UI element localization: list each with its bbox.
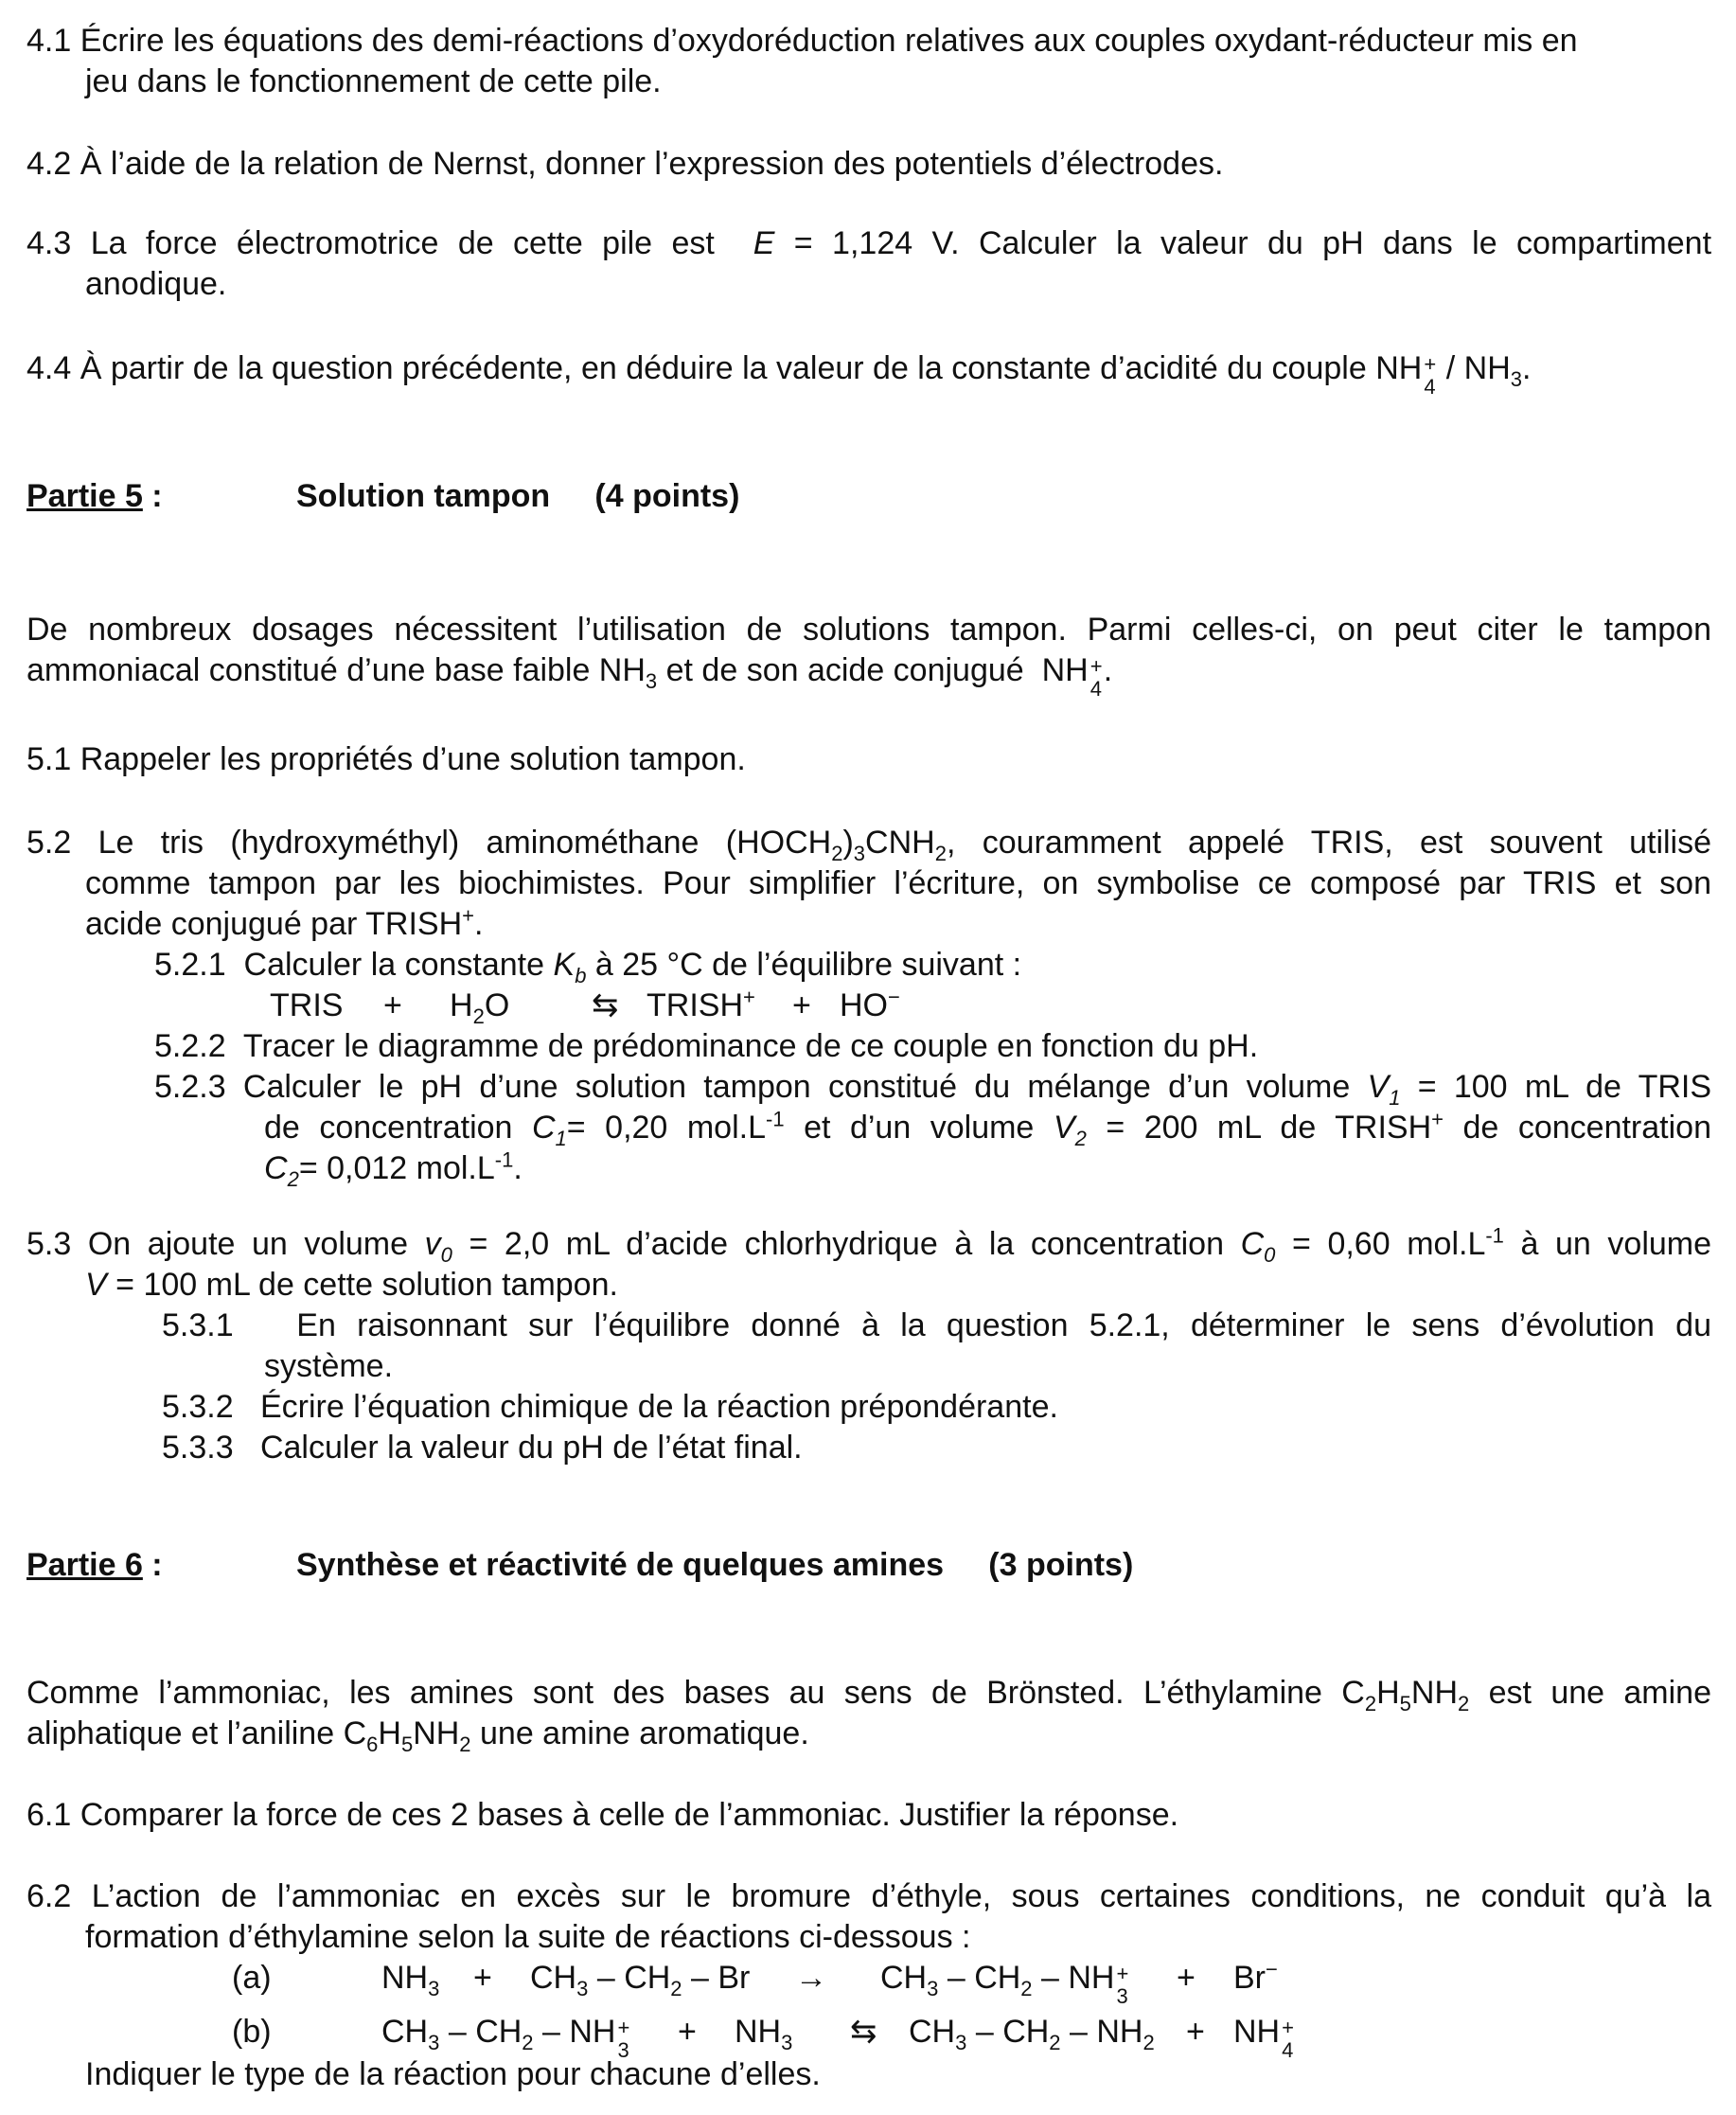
q-number: 5.1 bbox=[27, 741, 72, 777]
punct: . bbox=[1522, 350, 1532, 386]
part-6-heading bbox=[27, 1545, 1711, 1586]
question-5-2-1 bbox=[27, 945, 1711, 986]
q-number: 4.2 bbox=[27, 146, 72, 182]
part-5-intro: De nombreux dosages nécessitent l’utilisation de solutions tampon. Parmi celles-ci, on peut citer le tampon ammoniacal constitué d’une base faible $NH_3$ et de son acide conjugué NH + 4 . bbox=[27, 612, 1711, 701]
formula: Br bbox=[1233, 1960, 1266, 1996]
q-text: La force électromotrice de cette pile est bbox=[90, 225, 715, 261]
formula: O bbox=[484, 987, 510, 1023]
index: 3 bbox=[955, 2030, 967, 2054]
q-number: 6.1 bbox=[27, 1797, 72, 1833]
eq-ho bbox=[840, 986, 900, 1026]
index: 6 bbox=[366, 1732, 379, 1756]
part-label: Partie 6 bbox=[27, 1547, 143, 1583]
question-5-2-2 bbox=[27, 1026, 1711, 1067]
formula: H bbox=[450, 987, 473, 1023]
q-text: de concentration bbox=[264, 1110, 513, 1146]
intro-text: une amine aromatique. bbox=[480, 1715, 809, 1751]
intro-text: ammoniacal constitué d’une base faible NH bbox=[27, 652, 646, 688]
eq-plus: + bbox=[678, 2014, 697, 2050]
formula: HO bbox=[840, 987, 888, 1023]
q-text: = 2,0 mL d’acide chlorhydrique à la concentration bbox=[469, 1226, 1225, 1262]
intro-text: et de son acide conjugué bbox=[665, 652, 1024, 688]
index: 2 bbox=[1074, 1126, 1087, 1150]
eq-tris: TRIS bbox=[270, 987, 344, 1023]
formula: / NH bbox=[1445, 350, 1511, 386]
index: 2 bbox=[522, 2030, 534, 2054]
q-number: 5.3 bbox=[27, 1226, 72, 1262]
q-text: , couramment appelé TRIS, est souvent utilisé bbox=[946, 825, 1712, 861]
q-text: En raisonnant sur l’équilibre donné à la question 5.2.1, déterminer le sens d’évolution du bbox=[296, 1307, 1711, 1343]
q-text: = 100 mL de TRIS bbox=[1417, 1069, 1712, 1105]
charge: − bbox=[1266, 1957, 1278, 1982]
index: 1 bbox=[1389, 1085, 1401, 1110]
index: 3 bbox=[428, 1976, 440, 2000]
index: 2 bbox=[1020, 1976, 1033, 2000]
index: 2 bbox=[287, 1166, 299, 1191]
index: 2 bbox=[1143, 2030, 1155, 2054]
var-C1: C bbox=[531, 1110, 556, 1146]
index: 2 bbox=[459, 1732, 471, 1756]
part-6-intro bbox=[27, 1673, 1711, 1754]
bond: – bbox=[1041, 1960, 1059, 1996]
index: 3 bbox=[428, 2030, 440, 2054]
q-text: = 0,012 mol.L bbox=[298, 1150, 495, 1186]
q-text: Calculer la constante bbox=[243, 947, 545, 983]
colon: : bbox=[142, 1547, 163, 1583]
var-V: V bbox=[85, 1267, 107, 1303]
q-text: Indiquer le type de la réaction pour chacune d’elles. bbox=[85, 2056, 821, 2092]
q-text: = 0,20 mol.L bbox=[566, 1110, 766, 1146]
q-number: 5.2.2 bbox=[154, 1028, 226, 1064]
index: 2 bbox=[472, 1004, 485, 1028]
q-number: 5.2.3 bbox=[154, 1069, 226, 1105]
q-number: 5.3.1 bbox=[162, 1307, 234, 1343]
index: 2 bbox=[831, 841, 843, 865]
formula-ammonium: NH + 4 bbox=[1233, 2014, 1294, 2062]
question-4-3 bbox=[27, 223, 1711, 305]
q-text: L’action de l’ammoniac en excès sur le bromure d’éthyle, sous certaines conditions, ne conduit qu’à la bbox=[91, 1878, 1711, 1914]
part-label: Partie 5 bbox=[27, 478, 143, 514]
question-4-4: 4.4 À partir de la question précédente, en déduire la valeur de la constante d’acidité du couple NH + 4 / $NH_3$. bbox=[27, 350, 1532, 399]
var-v0: v bbox=[424, 1226, 441, 1262]
q-text: À partir de la question précédente, en déduire la valeur de la constante d’acidité du couple bbox=[80, 350, 1367, 386]
q-text: À l’aide de la relation de Nernst, donner l’expression des potentiels d’électrodes. bbox=[80, 146, 1224, 182]
charge: + bbox=[462, 903, 475, 928]
index: 2 bbox=[1049, 2030, 1061, 2054]
equilibrium-arrow: ⇆ bbox=[850, 2014, 877, 2050]
formula: NH bbox=[1375, 350, 1423, 386]
index: 2 bbox=[1458, 1691, 1470, 1715]
eq-plus: + bbox=[792, 987, 811, 1023]
var-C0: C bbox=[1240, 1226, 1265, 1262]
exponent: -1 bbox=[494, 1147, 514, 1172]
formula: CH bbox=[909, 2014, 956, 2050]
q-text-cont: = 100 mL de cette solution tampon. bbox=[115, 1267, 618, 1303]
reaction-label: (a) bbox=[232, 1960, 272, 1996]
q-text: On ajoute un volume bbox=[87, 1226, 409, 1262]
q-text: Calculer le pH d’une solution tampon constitué du mélange d’un volume bbox=[242, 1069, 1351, 1105]
part-title: Solution tampon bbox=[296, 478, 551, 514]
q-text-cont: formation d’éthylamine selon la suite de réactions ci-dessous : bbox=[85, 1919, 971, 1955]
formula-ethyl-bromide bbox=[530, 1958, 750, 1999]
bond: – bbox=[691, 1960, 709, 1996]
formula: CH bbox=[974, 1960, 1021, 1996]
index: 2 bbox=[1364, 1691, 1377, 1715]
intro-text: H bbox=[378, 1715, 401, 1751]
q-text: Écrire l’équation chimique de la réaction prépondérante. bbox=[259, 1389, 1058, 1425]
q-number: 6.2 bbox=[27, 1878, 72, 1914]
exponent: -1 bbox=[766, 1107, 785, 1131]
formula: CH bbox=[624, 1960, 671, 1996]
formula: CH bbox=[381, 2014, 429, 2050]
eq-plus: + bbox=[1186, 2014, 1205, 2050]
formula: CH bbox=[880, 1960, 928, 1996]
intro-text: H bbox=[1376, 1675, 1400, 1711]
index: 3 bbox=[853, 841, 866, 865]
formula: NH bbox=[1233, 2014, 1281, 2050]
q-text-cont: comme tampon par les biochimistes. Pour simplifier l’écriture, on symbolise ce composé par TRIS et son bbox=[85, 865, 1711, 901]
formula-ethylamine bbox=[909, 2012, 1155, 2053]
q-text: Tracer le diagramme de prédominance de ce couple en fonction du pH. bbox=[242, 1028, 1259, 1064]
index: b bbox=[575, 963, 587, 987]
intro-text: Comme l’ammoniac, les amines sont des bases au sens de Brönsted. L’éthylamine C bbox=[27, 1675, 1365, 1711]
bond: – bbox=[542, 2014, 560, 2050]
formula: NH bbox=[735, 2014, 782, 2050]
q-text: à un volume bbox=[1520, 1226, 1712, 1262]
q-text-cont: jeu dans le fonctionnement de cette pile. bbox=[85, 63, 662, 99]
index: 3 bbox=[781, 2030, 793, 2054]
bond: – bbox=[1070, 2014, 1088, 2050]
q-number: 4.4 bbox=[27, 350, 72, 386]
question-5-3-2 bbox=[27, 1387, 1711, 1428]
q-text: Le tris (hydroxyméthyl) aminométhane (HOCH bbox=[97, 825, 832, 861]
index: 3 bbox=[645, 668, 658, 693]
q-text: Écrire les équations des demi-réactions d’oxydoréduction relatives aux couples oxydant-réducteur mis en bbox=[80, 23, 1578, 59]
index: 1 bbox=[555, 1126, 567, 1150]
intro-text: NH bbox=[1410, 1675, 1459, 1711]
intro-text: De nombreux dosages nécessitent l’utilisation de solutions tampon. Parmi celles-ci, on peut citer le tampon bbox=[27, 612, 1711, 648]
intro-text: NH bbox=[413, 1715, 460, 1751]
intro-text: est une amine bbox=[1488, 1675, 1711, 1711]
bond: – bbox=[596, 1960, 615, 1996]
eq-plus: + bbox=[383, 987, 402, 1023]
formula: CH bbox=[1002, 2014, 1050, 2050]
eq-trish bbox=[647, 986, 755, 1026]
charge: − bbox=[888, 985, 900, 1009]
q-number: 5.3.3 bbox=[162, 1430, 234, 1466]
formula-ethylammonium: $CH_3 - CH_2$ – NH + 3 bbox=[880, 1960, 1129, 2008]
formula: NH bbox=[1068, 1960, 1115, 1996]
question-4-1 bbox=[27, 21, 1711, 102]
eq-h2o bbox=[450, 986, 509, 1026]
question-6-2-instruction bbox=[27, 2054, 1711, 2095]
formula: CH bbox=[475, 2014, 523, 2050]
part-points: (4 points) bbox=[594, 478, 740, 514]
eq-plus: + bbox=[1177, 1960, 1196, 1996]
formula-bromide bbox=[1233, 1958, 1278, 1999]
formula: NH bbox=[569, 2014, 616, 2050]
q-number: 4.1 bbox=[27, 23, 72, 59]
part-title: Synthèse et réactivité de quelques amines bbox=[296, 1547, 945, 1583]
q-number: 5.2.1 bbox=[154, 947, 226, 983]
question-6-2 bbox=[27, 1876, 1711, 1958]
index: 2 bbox=[934, 841, 947, 865]
part-5-heading bbox=[27, 476, 1711, 517]
formula: CH bbox=[530, 1960, 577, 1996]
question-4-2 bbox=[27, 144, 1711, 185]
bond: – bbox=[448, 2014, 467, 2050]
intro-text: aliphatique et l’aniline C bbox=[27, 1715, 367, 1751]
index: 0 bbox=[1264, 1242, 1276, 1267]
q-text: Comparer la force de ces 2 bases à celle de l’ammoniac. Justifier la réponse. bbox=[80, 1797, 1179, 1833]
q-text: et d’un volume bbox=[804, 1110, 1035, 1146]
colon: : bbox=[142, 478, 163, 514]
punct: . bbox=[474, 906, 484, 942]
q-text: Calculer la valeur du pH de l’état final. bbox=[259, 1430, 803, 1466]
charge: + bbox=[743, 985, 755, 1009]
q-text-cont: anodique. bbox=[85, 266, 227, 302]
q-text: CNH bbox=[865, 825, 935, 861]
var-E: E bbox=[753, 225, 775, 261]
part-points: (3 points) bbox=[988, 1547, 1134, 1583]
q-text: de concentration bbox=[1462, 1110, 1711, 1146]
var-V1: V bbox=[1367, 1069, 1390, 1105]
question-5-2-3: 5.2.3 Calculer le pH d’une solution tampon constitué du mélange d’un volume $V_1 = 100$ mL de TRIS de concentration $C_1= 0,20$ $mol.L^{-1}$ et d’un volume $V_2 = 200$ mL de TRISH+ de concentration $C_2= 0,012$ $mol.L^{-1}$. bbox=[154, 1069, 1712, 1191]
index: 3 bbox=[576, 1976, 589, 2000]
formula-nh3 bbox=[381, 1958, 439, 1999]
equilibrium-arrow: ⇆ bbox=[592, 987, 619, 1023]
index: 2 bbox=[670, 1976, 682, 2000]
var-V2: V bbox=[1053, 1110, 1075, 1146]
charge: + bbox=[1431, 1107, 1444, 1131]
q-text: à 25 °C de l’équilibre suivant : bbox=[594, 947, 1022, 983]
reaction-arrow: → bbox=[795, 1960, 827, 1996]
q-number: 4.3 bbox=[27, 225, 72, 261]
index: 0 bbox=[440, 1242, 452, 1267]
formula: NH bbox=[1041, 652, 1089, 688]
index: 3 bbox=[1510, 366, 1523, 391]
formula-ethylammonium: $CH_3 - CH_2$ – NH + 3 bbox=[381, 2014, 630, 2062]
q-text: = 0,60 mol.L bbox=[1292, 1226, 1486, 1262]
q-text: ) bbox=[842, 825, 854, 861]
formula: NH bbox=[1096, 2014, 1143, 2050]
index: 5 bbox=[1399, 1691, 1411, 1715]
var-C2: C bbox=[264, 1150, 288, 1186]
q-text: Rappeler les propriétés d’une solution tampon. bbox=[80, 741, 746, 777]
var-K: K bbox=[553, 947, 576, 983]
reaction-label: (b) bbox=[232, 2014, 272, 2050]
formula: TRISH bbox=[647, 987, 743, 1023]
formula: Br bbox=[717, 1960, 751, 1996]
index: 3 bbox=[927, 1976, 939, 2000]
eq-plus: + bbox=[473, 1960, 492, 1996]
exponent: -1 bbox=[1485, 1223, 1504, 1248]
index: 5 bbox=[400, 1732, 414, 1756]
q-text: = 200 mL de TRISH bbox=[1106, 1110, 1432, 1146]
bond: – bbox=[947, 1960, 965, 1996]
question-5-2 bbox=[27, 823, 1711, 945]
formula-nh3 bbox=[735, 2012, 792, 2053]
q-text-cont: système. bbox=[264, 1348, 394, 1384]
question-6-1 bbox=[27, 1795, 1711, 1836]
question-5-3-3 bbox=[27, 1428, 1711, 1468]
q-text-cont: acide conjugué par TRISH bbox=[85, 906, 463, 942]
q-number: 5.2 bbox=[27, 825, 72, 861]
question-5-3-1 bbox=[27, 1306, 1711, 1387]
bond: – bbox=[975, 2014, 994, 2050]
question-5-3 bbox=[27, 1224, 1711, 1306]
question-5-1 bbox=[27, 739, 1711, 780]
q-number: 5.3.2 bbox=[162, 1389, 234, 1425]
formula: NH bbox=[381, 1960, 429, 1996]
q-text: = 1,124 V. Calculer la valeur du pH dans le compartiment bbox=[793, 225, 1712, 261]
